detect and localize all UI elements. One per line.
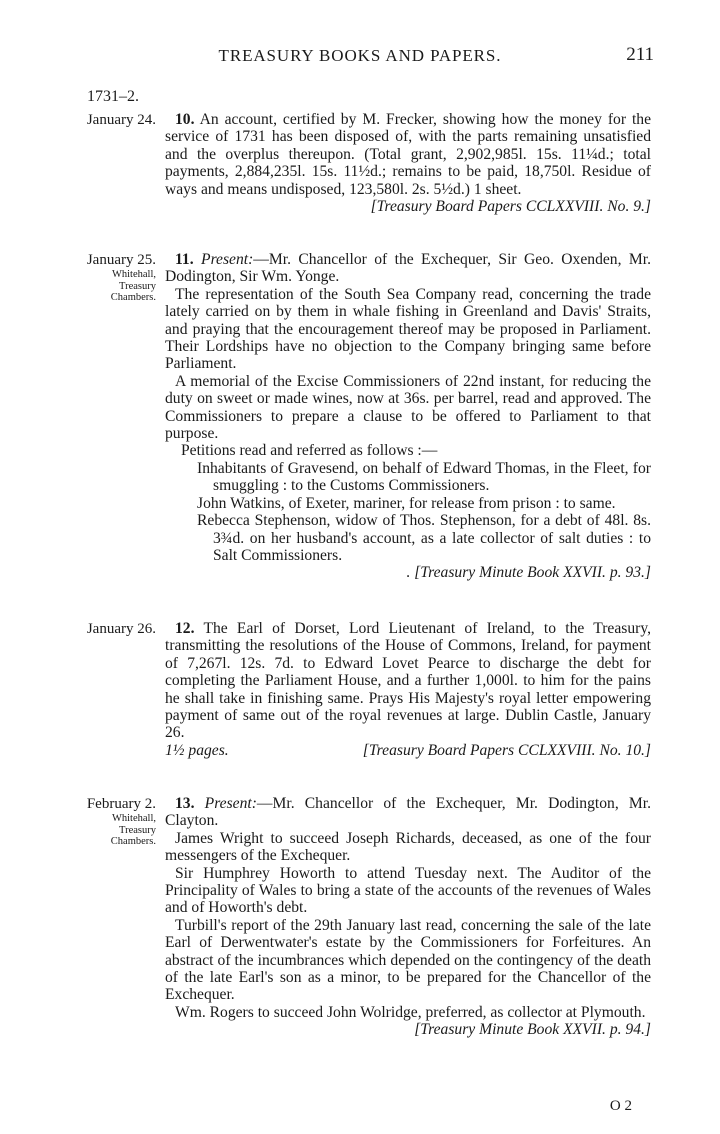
present-text: —Mr. Chancellor of the Exchequer, Mr. Dodington, Mr. Clayton. — [165, 795, 651, 830]
running-head — [0, 44, 720, 70]
present-label: Present: — [204, 795, 257, 812]
entry-margin — [60, 251, 156, 304]
entry-text: An account, certified by M. Frecker, showing how the money for the service of 1731 has been disposed of, with the parts remaining unsatisfied and the overplus thereupon. (Total grant, 2,902,985l. 15s. 11¼d.; total payments, 2,884,235l. 15s. 11½d.; remains to be paid, 18,750l. Residue of ways and means undisposed, 123,580l. 2s. 5½d.) 1 sheet. — [165, 111, 652, 198]
entry-date: January 25. — [86, 252, 156, 268]
page-number: 211 — [626, 44, 654, 65]
entry-text: The Earl of Dorset, Lord Lieutenant of Ireland, to the Treasury, transmitting the resolutions of the House of Commons, Ireland, for payment of 7,267l. 12s. 7d. to Edward Lovet Pearce to discharge the debt for completing the Parliament House, and a further 1,000l. to him for the pains he shall take in finishing same. Prays His Majesty's royal letter empowering payment of same out of the royal revenues at large. Dublin Castle, January 26. — [165, 620, 652, 742]
entry-date: February 2. — [86, 796, 156, 812]
entry-number: 13. — [175, 795, 195, 812]
entry-pages: 1½ pages. — [165, 741, 229, 759]
entry-paragraph — [165, 111, 651, 198]
petition-item: Inhabitants of Gravesend, on behalf of Edward Thomas, in the Fleet, for smuggling : to the Customs Commissioners. — [197, 459, 651, 495]
entry-date: January 26. — [86, 621, 156, 637]
entry-margin — [60, 620, 156, 638]
present-label: Present: — [201, 251, 254, 268]
entry-number: 12. — [175, 620, 195, 637]
entry-paragraph — [165, 620, 651, 742]
entry-paragraph: The representation of the South Sea Company read, concerning the trade lately carried on by them in whale fishing in Greenland and Davis' Straits, and praying that the encouragement thereof may be proposed in Parliament. Their Lordships have no objection to the Company bringing same before Parliament. — [165, 285, 651, 373]
entry-place: Whitehall, Treasury Chambers. — [110, 813, 156, 847]
entry-margin — [60, 795, 156, 848]
entry-paragraph: A memorial of the Excise Commissioners of 22nd instant, for reducing the duty on sweet or made wines, now at 36s. per barrel, read and approved. The Commissioners to prepare a clause to be offered to Parliament to that purpose. — [165, 372, 651, 443]
petitions-intro: Petitions read and referred as follows :— — [181, 442, 438, 460]
entry-footer-line — [165, 742, 651, 759]
running-title: TREASURY BOOKS AND PAPERS. — [218, 46, 502, 65]
entry-body — [165, 251, 651, 582]
entry-body — [165, 111, 651, 215]
entry-paragraph: Wm. Rogers to succeed John Wolridge, preferred, as collector at Plymouth. — [175, 1003, 646, 1021]
entry-paragraph — [165, 795, 651, 830]
entry-reference: . [Treasury Minute Book XXVII. p. 93.] — [406, 564, 651, 582]
entry-date: January 24. — [86, 112, 156, 128]
signature-mark: O 2 — [609, 1098, 632, 1114]
entry-paragraph: James Wright to succeed Joseph Richards, deceased, as one of the four messengers of the Exchequer. — [165, 829, 651, 865]
entry-number: 10. — [175, 111, 195, 128]
petition-item: Rebecca Stephenson, widow of Thos. Stephenson, for a debt of 48l. 8s. 3¾d. on her husband's account, as a late collector of salt duties : to Salt Commissioners. — [197, 512, 651, 564]
entry-body — [165, 620, 651, 759]
entry-paragraph — [165, 251, 651, 286]
entry-paragraph: Sir Humphrey Howorth to attend Tuesday next. The Auditor of the Principality of Wales to bring a state of the accounts of the revenues of Wales and of Howorth's debt. — [165, 864, 651, 917]
entry-margin — [60, 111, 156, 129]
petition-item: John Watkins, of Exeter, mariner, for release from prison : to same. — [197, 494, 616, 512]
entry-number: 11. — [175, 251, 194, 268]
year-label: 1731–2. — [87, 88, 139, 105]
present-text: —Mr. Chancellor of the Exchequer, Sir Geo. Oxenden, Mr. Dodington, Sir Wm. Yonge. — [165, 251, 651, 286]
entry-paragraph: Turbill's report of the 29th January last read, concerning the sale of the late Earl of Derwentwater's estate by the Commissioners for Forfeitures. An abstract of the incumbrances which depended on the contingency of the death of the late Earl's son as a minor, to be prepared for the Chancellor of the Exchequer. — [165, 916, 651, 1004]
entry-reference: [Treasury Board Papers CCLXXVIII. No. 10.] — [362, 741, 651, 759]
entry-place: Whitehall, Treasury Chambers. — [110, 269, 156, 303]
entry-reference: [Treasury Minute Book XXVII. p. 94.] — [414, 1021, 651, 1039]
entry-body — [165, 795, 651, 1039]
entry-reference: [Treasury Board Papers CCLXXVIII. No. 9.] — [370, 198, 651, 216]
